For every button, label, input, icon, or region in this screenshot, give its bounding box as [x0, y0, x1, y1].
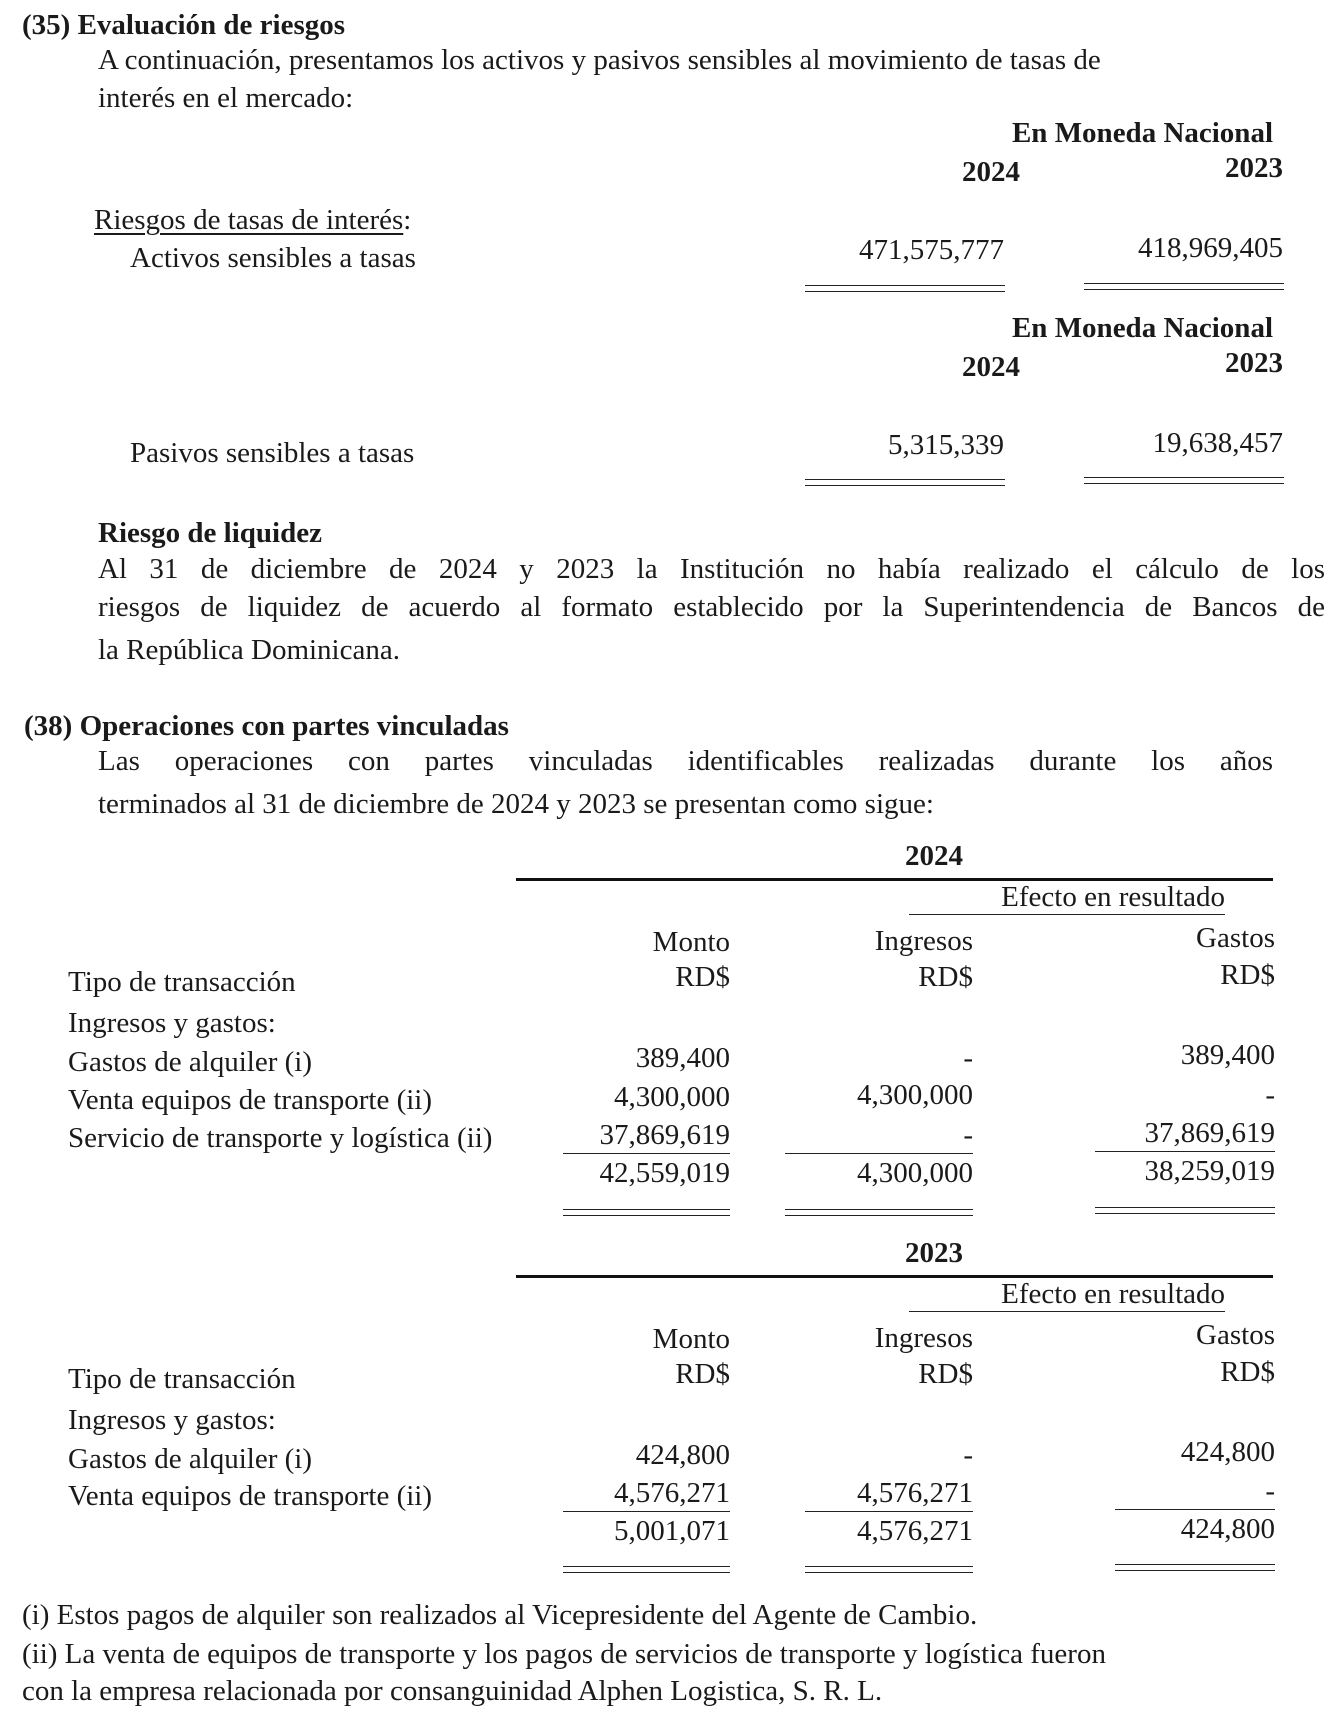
table2023-row-ingresos: 4,576,271 — [857, 1477, 973, 1509]
table2024-subtotal-rule-gastos — [1095, 1151, 1275, 1152]
liquidity-line2: riesgos de liquidez de acuerdo al formato establecido por la Superintendencia de Bancos de — [98, 591, 1325, 623]
table2024-total-double-rule-gastos — [1095, 1207, 1275, 1214]
table2023-total-double-rule-monto — [563, 1566, 730, 1573]
table2024-total-double-rule-monto — [563, 1209, 730, 1216]
table2-val-2023: 19,638,457 — [1152, 427, 1283, 459]
table2024-total-gastos: 38,259,019 — [1144, 1155, 1275, 1187]
table2-double-rule-2023 — [1084, 477, 1284, 484]
table2024-row-monto: 4,300,000 — [614, 1081, 730, 1113]
table2023-group-label: Ingresos y gastos: — [68, 1404, 276, 1436]
table2024-currency-monto: RD$ — [675, 961, 730, 993]
table1-subtitle — [94, 203, 411, 238]
liquidity-title: Riesgo de liquidez — [98, 517, 322, 549]
table2024-col-gastos: Gastos — [1196, 922, 1275, 954]
table2023-total-double-rule-ingresos — [805, 1566, 973, 1573]
table2023-type-label: Tipo de transacción — [68, 1363, 296, 1395]
note-ii-line1: (ii) La venta de equipos de transporte y los pagos de servicios de transporte y logística fueron — [22, 1638, 1106, 1670]
table2024-subtotal-rule-ingresos — [785, 1153, 973, 1154]
table1-double-rule-2024 — [805, 285, 1005, 292]
table2023-total-ingresos: 4,576,271 — [857, 1515, 973, 1547]
table2023-col-gastos: Gastos — [1196, 1319, 1275, 1351]
table2024-col-monto: Monto — [652, 926, 730, 958]
table2-col-2023: 2023 — [1225, 347, 1283, 379]
table2024-row-monto: 37,869,619 — [599, 1119, 730, 1151]
table1-subtitle-text: Riesgos de tasas de interés — [94, 204, 404, 236]
table1-col-2024: 2024 — [962, 156, 1020, 188]
table2024-currency-gastos: RD$ — [1220, 959, 1275, 991]
note-ii-line2: con la empresa relacionada por consanguinidad Alphen Logistica, S. R. L. — [22, 1675, 883, 1707]
table1-currency-header: En Moneda Nacional — [1011, 117, 1273, 149]
table2024-row-ingresos: 4,300,000 — [857, 1079, 973, 1111]
table2-row-label: Pasivos sensibles a tasas — [130, 437, 415, 469]
table2023-total-monto: 5,001,071 — [614, 1515, 730, 1547]
table2024-year: 2024 — [905, 840, 963, 872]
table2024-total-monto: 42,559,019 — [599, 1157, 730, 1189]
section-38-intro-line2: terminados al 31 de diciembre de 2024 y 2023 se presentan como sigue: — [98, 788, 934, 820]
table1-val-2024: 471,575,777 — [859, 234, 1004, 266]
table2024-total-ingresos: 4,300,000 — [857, 1157, 973, 1189]
section-38-intro-line1: Las operaciones con partes vinculadas identificables realizadas durante los años — [98, 745, 1273, 777]
table2024-subtotal-rule-monto — [563, 1153, 730, 1154]
table2024-row-gastos: - — [1265, 1079, 1275, 1111]
section-35-heading: (35) Evaluación de riesgos — [22, 9, 346, 41]
table2023-row-gastos: - — [1265, 1475, 1275, 1507]
table2024-effect-header: Efecto en resultado — [1001, 881, 1225, 913]
liquidity-line3: la República Dominicana. — [98, 634, 400, 666]
table2023-row-label: Gastos de alquiler (i) — [68, 1443, 313, 1475]
table2023-subtotal-rule-gastos — [1115, 1509, 1275, 1510]
table2023-total-double-rule-gastos — [1115, 1564, 1275, 1571]
table2-val-2024: 5,315,339 — [888, 429, 1004, 461]
liquidity-line1: Al 31 de diciembre de 2024 y 2023 la Institución no había realizado el cálculo de los — [98, 553, 1325, 585]
table2024-row-label: Gastos de alquiler (i) — [68, 1046, 313, 1078]
table2023-effect-header: Efecto en resultado — [1001, 1278, 1225, 1310]
table2024-row-label: Servicio de transporte y logística (ii) — [68, 1122, 493, 1154]
table2024-col-ingresos: Ingresos — [874, 925, 973, 957]
table2023-subtotal-rule-monto — [563, 1511, 730, 1512]
table2024-currency-ingresos: RD$ — [918, 961, 973, 993]
table2024-row-gastos: 389,400 — [1180, 1039, 1275, 1071]
table2-double-rule-2024 — [805, 479, 1005, 486]
table1-val-2023: 418,969,405 — [1138, 232, 1283, 264]
table2024-row-label: Venta equipos de transporte (ii) — [68, 1084, 433, 1116]
table1-subtitle-colon: : — [403, 204, 412, 236]
table2024-row-ingresos: - — [963, 1042, 973, 1074]
note-i: (i) Estos pagos de alquiler son realizados al Vicepresidente del Agente de Cambio. — [22, 1599, 978, 1631]
table2024-effect-rule — [909, 914, 1225, 915]
table2023-row-ingresos: - — [963, 1439, 973, 1471]
table2023-row-label: Venta equipos de transporte (ii) — [68, 1480, 433, 1512]
table2023-year: 2023 — [905, 1237, 963, 1269]
table2023-effect-rule — [909, 1311, 1225, 1312]
table2023-row-monto: 424,800 — [635, 1439, 730, 1471]
table2024-type-label: Tipo de transacción — [68, 966, 296, 998]
table2-col-2024: 2024 — [962, 351, 1020, 383]
table2024-row-gastos: 37,869,619 — [1144, 1117, 1275, 1149]
section-38-heading: (38) Operaciones con partes vinculadas — [24, 710, 509, 742]
section-35-intro-line1: A continuación, presentamos los activos y pasivos sensibles al movimiento de tasas de — [98, 44, 1101, 76]
table2023-row-monto: 4,576,271 — [614, 1477, 730, 1509]
table2024-group-label: Ingresos y gastos: — [68, 1007, 276, 1039]
table2-currency-header: En Moneda Nacional — [1011, 312, 1273, 344]
table2024-row-monto: 389,400 — [635, 1042, 730, 1074]
table2023-total-gastos: 424,800 — [1180, 1513, 1275, 1545]
table1-row-label: Activos sensibles a tasas — [130, 242, 416, 274]
table2024-row-ingresos: - — [963, 1119, 973, 1151]
table1-double-rule-2023 — [1084, 283, 1284, 290]
table2023-col-monto: Monto — [652, 1323, 730, 1355]
table2023-currency-gastos: RD$ — [1220, 1356, 1275, 1388]
section-35-intro-line2: interés en el mercado: — [98, 82, 354, 114]
table2024-total-double-rule-ingresos — [785, 1209, 973, 1216]
table2023-col-ingresos: Ingresos — [874, 1322, 973, 1354]
table2023-subtotal-rule-ingresos — [805, 1511, 973, 1512]
table2023-row-gastos: 424,800 — [1180, 1436, 1275, 1468]
table2023-currency-ingresos: RD$ — [918, 1358, 973, 1390]
table1-col-2023: 2023 — [1225, 152, 1283, 184]
table2023-currency-monto: RD$ — [675, 1358, 730, 1390]
